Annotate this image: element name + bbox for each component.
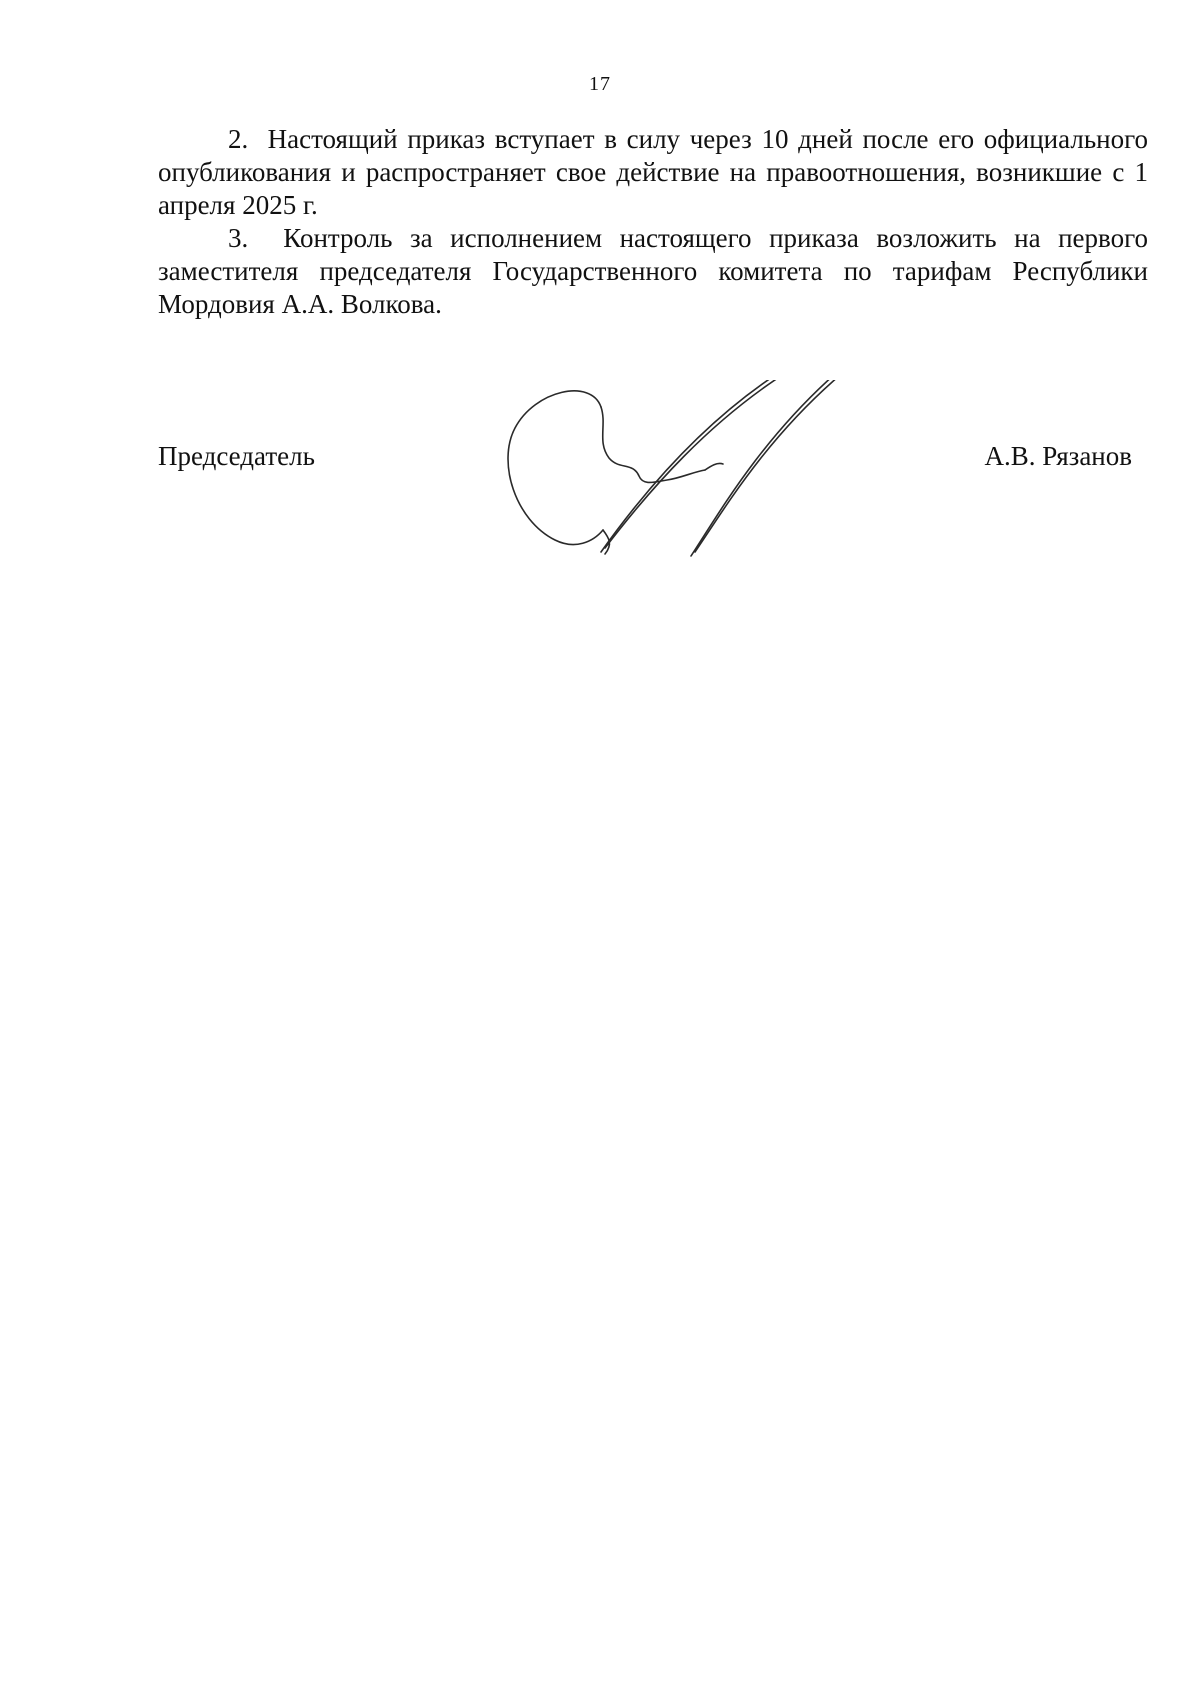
paragraph-3: 3. Контроль за исполнением настоящего приказа возложить на первого заместителя председателя Государственного комитета по тарифам Республики Мордовия А.А. Волкова. [158,223,1148,319]
signatory-position: Председатель [158,441,315,471]
signatory-name: А.В. Рязанов [984,441,1132,471]
paragraph-2: 2. Настоящий приказ вступает в силу через 10 дней после его официального опубликования и распространяет свое действие на правоотношения, возникшие с 1 апреля 2025 г. [158,124,1148,220]
handwritten-signature [505,380,845,590]
document-body [158,123,1148,321]
page-number: 17 [589,73,611,95]
